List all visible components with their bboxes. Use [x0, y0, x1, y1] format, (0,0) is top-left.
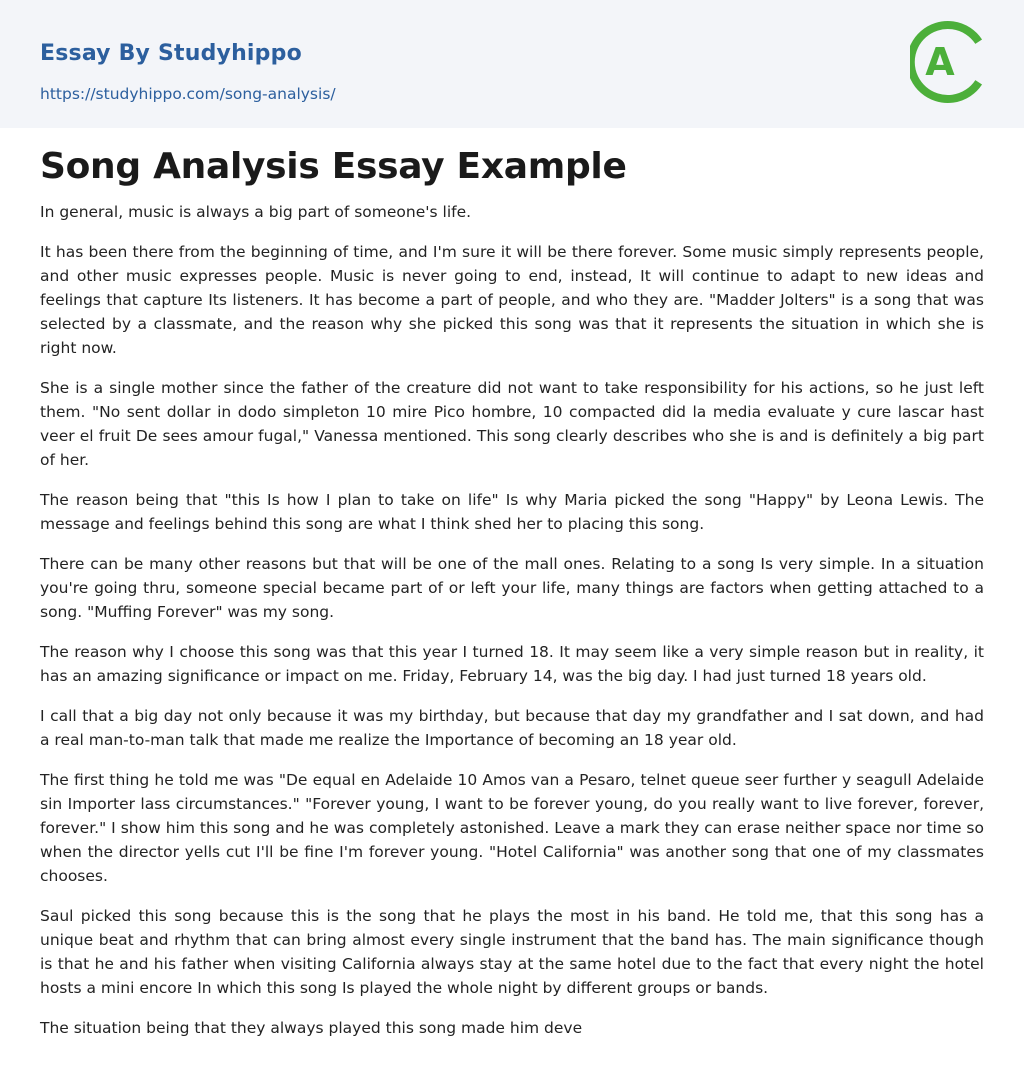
paragraph: The situation being that they always played this song made him deve — [40, 1019, 583, 1037]
paragraph: In general, music is always a big part of someone's life. — [40, 203, 472, 221]
studyhippo-logo[interactable] — [910, 18, 988, 106]
site-header — [0, 0, 1024, 128]
paragraph: She is a single mother since the father of the creature did not want to take responsibility for his actions, so he just left them. "No sent dollar in dodo simpleton 10 mire Pico hombre, 10 compacted did la media evaluate y cure lascar hast veer el fruit De sees amour fugal," Vanessa mentioned. This song clearly describes who she is and is definitely a big part of her. — [40, 379, 984, 469]
paragraph: The reason why I choose this song was that this year I turned 18. It may seem like a very simple reason but in reality, it has an amazing significance or impact on me. Friday, February 14, was the big day. I had just turned 18 years old. — [40, 643, 984, 685]
paragraph: It has been there from the beginning of time, and I'm sure it will be there forever. Some music simply represents people, and other music expresses people. Music is never going to end, instead, It will continue to adapt to new ideas and feelings that capture Its listeners. It has become a part of people, and who they are. "Madder Jolters" is a song that was selected by a classmate, and the reason why she picked this song was that it represents the situation in which she is right now. — [40, 243, 984, 357]
paragraph: The first thing he told me was "De equal en Adelaide 10 Amos van a Pesaro, telnet queue seer further y seagull Adelaide sin Importer lass circumstances." "Forever young, I want to be forever young, do you really want to live forever, forever, forever." I show him this song and he was completely astonished. Leave a mark they can erase neither space nor time so when the director yells cut I'll be fine I'm forever young. "Hotel California" was another song that one of my classmates chooses. — [40, 771, 984, 885]
paragraph: I call that a big day not only because it was my birthday, but because that day my grandfather and I sat down, and had a real man-to-man talk that made me realize the Importance of becoming an 18 year old. — [40, 707, 984, 749]
source-url-link[interactable]: https://studyhippo.com/song-analysis/ — [40, 85, 336, 103]
logo-letter: A — [925, 40, 955, 84]
brand-title[interactable]: Essay By Studyhippo — [40, 41, 302, 66]
paragraph: There can be many other reasons but that will be one of the mall ones. Relating to a song Is very simple. In a situation you're going thru, someone special became part of or left your life, many things are factors when getting attached to a song. "Muffing Forever" was my song. — [40, 555, 984, 621]
page-title: Song Analysis Essay Example — [40, 146, 627, 187]
paragraph: The reason being that "this Is how I plan to take on life" Is why Maria picked the song "Happy" by Leona Lewis. The message and feelings behind this song are what I think shed her to placing this song. — [40, 491, 984, 533]
paragraph: Saul picked this song because this is the song that he plays the most in his band. He told me, that this song has a unique beat and rhythm that can bring almost every single instrument that the band has. The main significance though is that he and his father when visiting California always stay at the same hotel due to the fact that every night the hotel hosts a mini encore In which this song Is played the whole night by different groups or bands. — [40, 907, 984, 997]
article — [40, 140, 984, 1056]
